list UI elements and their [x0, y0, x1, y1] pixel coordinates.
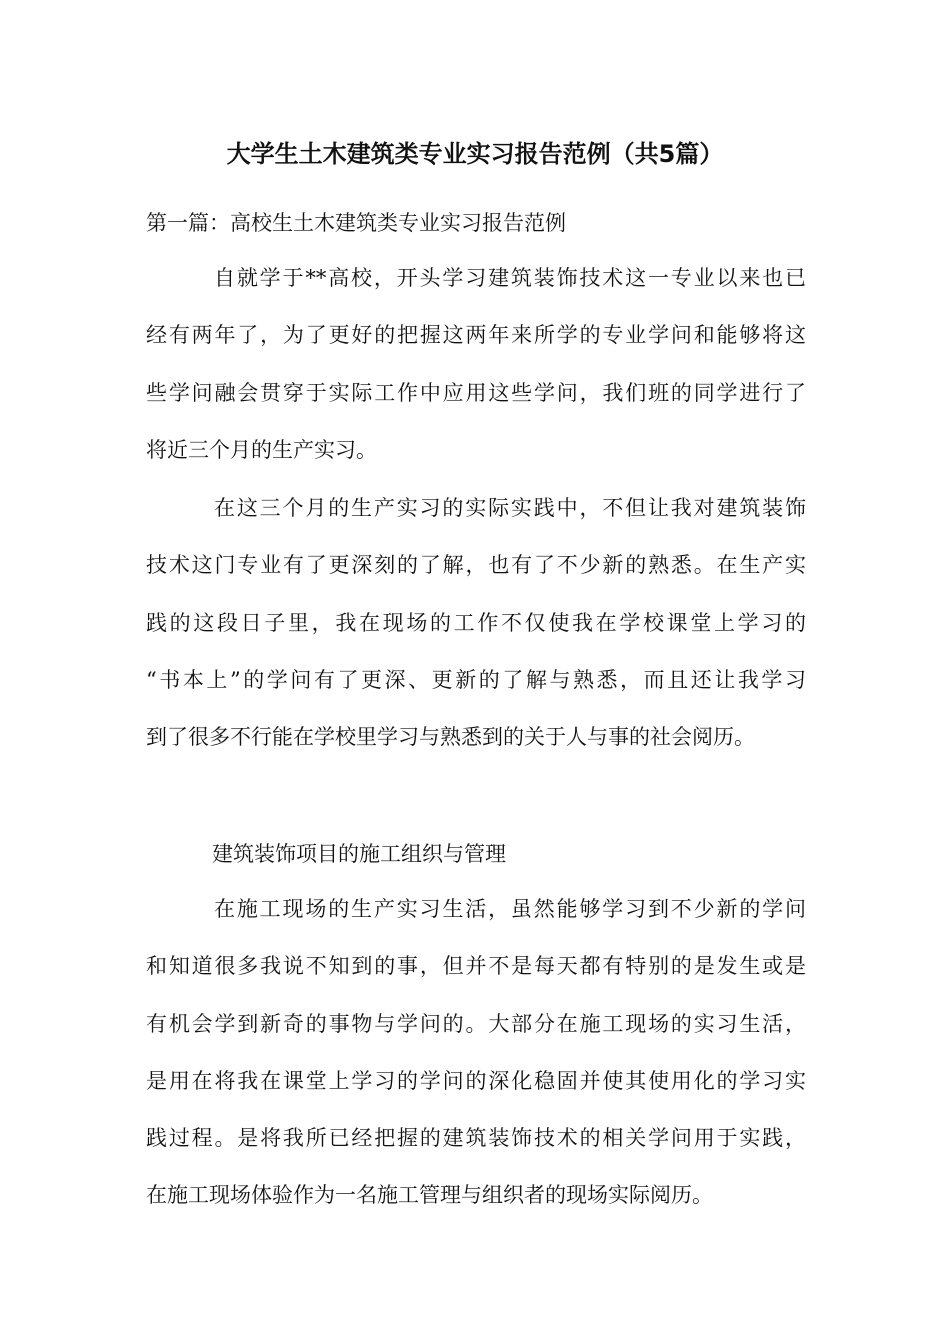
section-subtitle: 第一篇：高校生土木建筑类专业实习报告范例 — [146, 211, 566, 235]
text-line: 践的这段日子里，我在现场的工作不仅使我在学校课堂上学习的 — [146, 610, 806, 635]
text-line: 在施工现场体验作为一名施工管理与组织者的现场实际阅历。 — [146, 1183, 713, 1208]
text-line: 在施工现场的生产实习生活，虽然能够学习到不少新的学问 — [214, 897, 806, 921]
section-heading: 建筑装饰项目的施工组织与管理 — [212, 842, 506, 866]
document-title: 大学生土木建筑类专业实习报告范例（共5篇） — [226, 140, 724, 168]
text-line: 有机会学到新奇的事物与学问的。大部分在施工现场的实习生活， — [146, 1011, 806, 1036]
paragraph-1 — [146, 263, 806, 492]
text-line: 和知道很多我说不知到的事，但并不是每天都有特别的是发生或是 — [146, 954, 806, 979]
text-line: 到了很多不行能在学校里学习与熟悉到的关于人与事的社会阅历。 — [146, 725, 755, 750]
text-line: 些学问融会贯穿于实际工作中应用这些学问，我们班的同学进行了 — [146, 380, 806, 405]
paragraph-3 — [146, 894, 806, 1238]
text-line: 经有两年了，为了更好的把握这两年来所学的专业学问和能够将这 — [146, 323, 806, 348]
text-line: 自就学于**高校，开头学习建筑装饰技术这一专业以来也已 — [214, 266, 806, 290]
text-line: 将近三个月的生产实习。 — [146, 437, 377, 462]
text-line: 技术这门专业有了更深刻的了解，也有了不少新的熟悉。在生产实 — [146, 553, 806, 578]
text-line: 是用在将我在课堂上学习的学问的深化稳固并使其使用化的学习实 — [146, 1068, 806, 1093]
text-line: “书本上”的学问有了更深、更新的了解与熟悉，而且还让我学习 — [146, 667, 806, 692]
text-line: 践过程。是将我所已经把握的建筑装饰技术的相关学问用于实践， — [146, 1126, 806, 1151]
paragraph-2 — [146, 493, 806, 779]
text-line: 在这三个月的生产实习的实际实践中，不但让我对建筑装饰 — [214, 496, 806, 520]
